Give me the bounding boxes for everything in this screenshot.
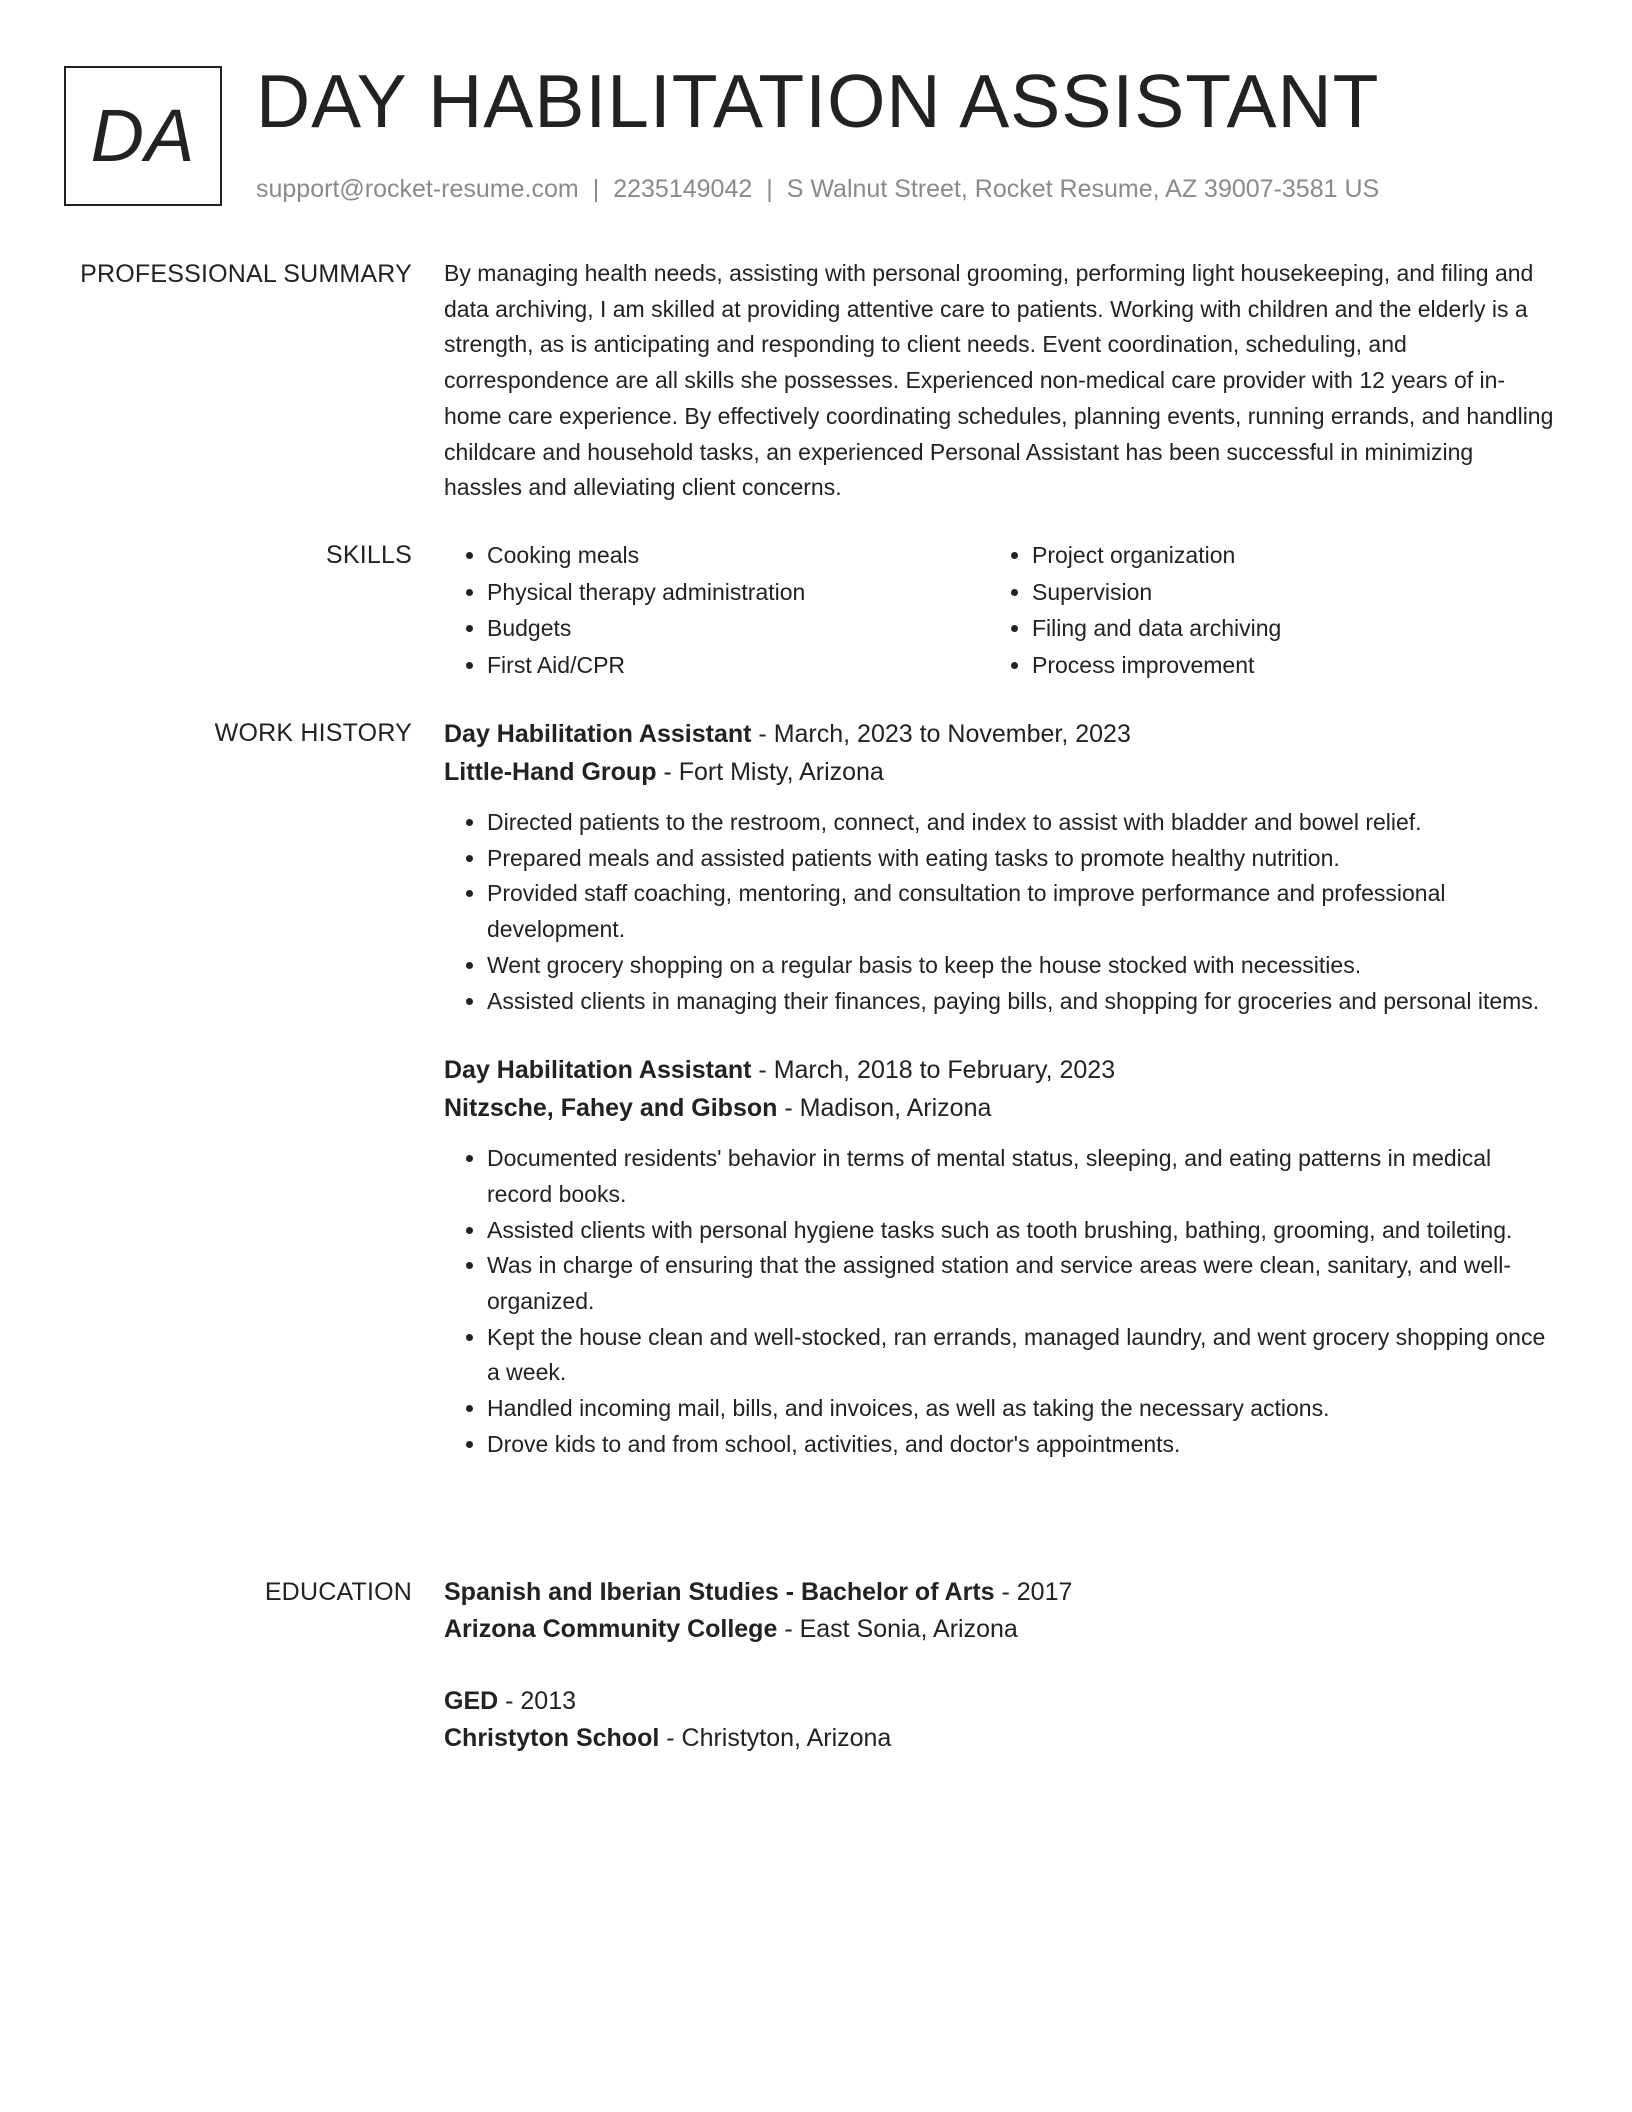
contact-phone: 2235149042 [613, 175, 753, 203]
summary-heading: PROFESSIONAL SUMMARY [80, 260, 412, 288]
job-title-line [444, 715, 1556, 753]
skill-item: • Project organization [1032, 537, 1534, 574]
education-degree-line [444, 1574, 1556, 1611]
skills-body [444, 537, 1556, 683]
job-entry [444, 715, 1556, 1019]
summary-body [444, 256, 1556, 506]
job-bullet: • Handled incoming mail, bills, and invoices, as well as taking the necessary actions. [487, 1391, 1556, 1427]
job-bullet: • Documented residents' behavior in terms of mental status, sleeping, and eating patterns in medical record books. [487, 1141, 1556, 1212]
contact-separator: | [766, 175, 773, 203]
job-company: Little-Hand Group [444, 758, 657, 786]
skill-item: • Filing and data archiving [1032, 610, 1534, 647]
education-degree: GED [444, 1687, 499, 1715]
job-entry [444, 1051, 1556, 1462]
contact-email: support@rocket-resume.com [256, 175, 579, 203]
job-location: - Madison, Arizona [777, 1094, 992, 1123]
work-history-body [444, 715, 1556, 1463]
job-title-line [444, 1051, 1556, 1089]
job-bullet: • Directed patients to the restroom, connect, and index to assist with bladder and bowel relief. [487, 805, 1556, 841]
education-location: - East Sonia, Arizona [777, 1615, 1018, 1643]
education-year: - 2013 [498, 1687, 577, 1715]
education-entry [444, 1683, 1556, 1757]
job-dates: - March, 2018 to February, 2023 [751, 1056, 1116, 1085]
job-bullet: • Prepared meals and assisted patients with eating tasks to promote healthy nutrition. [487, 841, 1556, 877]
job-company-line [444, 1089, 1556, 1127]
skill-item: • Budgets [487, 610, 989, 647]
skills-list-right [989, 537, 1534, 683]
education-body [444, 1574, 1556, 1757]
education-school: Arizona Community College [444, 1615, 778, 1643]
resume-name: DAY HABILITATION ASSISTANT [256, 59, 1380, 143]
skill-item: • Supervision [1032, 574, 1534, 611]
skills-grid [444, 537, 1556, 683]
job-bullet: • Assisted clients in managing their finances, paying bills, and shopping for groceries and personal items. [487, 984, 1556, 1020]
contact-line [256, 173, 1379, 205]
job-dates: - March, 2023 to November, 2023 [751, 720, 1131, 748]
work-history-heading: WORK HISTORY [214, 719, 412, 747]
skill-item: • Cooking meals [487, 537, 989, 574]
education-entry [444, 1574, 1556, 1648]
education-school-line [444, 1720, 1556, 1757]
job-bullet: • Kept the house clean and well-stocked, ran errands, managed laundry, and went grocery shopping once a week. [487, 1320, 1556, 1391]
education-school: Christyton School [444, 1724, 660, 1752]
job-bullet: • Went grocery shopping on a regular basis to keep the house stocked with necessities. [487, 948, 1556, 984]
monogram-initials: DA [90, 94, 196, 177]
contact-address: S Walnut Street, Rocket Resume, AZ 39007-3581 US [786, 175, 1380, 203]
job-company-line [444, 753, 1556, 791]
skills-heading: SKILLS [326, 541, 412, 569]
job-bullet: • Assisted clients with personal hygiene tasks such as tooth brushing, bathing, grooming, and toileting. [487, 1213, 1556, 1249]
job-company: Nitzsche, Fahey and Gibson [444, 1094, 778, 1123]
education-degree-line [444, 1683, 1556, 1720]
job-title: Day Habilitation Assistant [444, 1056, 752, 1085]
contact-separator: | [592, 175, 600, 203]
skill-item: • First Aid/CPR [487, 647, 989, 684]
job-location: - Fort Misty, Arizona [656, 758, 884, 786]
education-heading: EDUCATION [264, 1578, 412, 1606]
job-bullet: • Provided staff coaching, mentoring, and consultation to improve performance and professional development. [487, 876, 1556, 947]
skills-list-left [444, 537, 989, 683]
education-location: - Christyton, Arizona [659, 1724, 892, 1752]
job-bullet-list [444, 1141, 1556, 1462]
education-school-line [444, 1611, 1556, 1648]
job-bullet-list [444, 805, 1556, 1019]
education-year: - 2017 [994, 1578, 1073, 1606]
job-bullet: • Was in charge of ensuring that the assigned station and service areas were clean, sanitary, and well-organized. [487, 1248, 1556, 1319]
job-title: Day Habilitation Assistant [444, 720, 752, 748]
job-bullet: • Drove kids to and from school, activities, and doctor's appointments. [487, 1427, 1556, 1463]
summary-text: By managing health needs, assisting with personal grooming, performing light housekeeping, and filing and data archiving, I am skilled at providing attentive care to patients. Working with children and the elderly is a strength, as is anticipating and responding to client needs. Event coordination, scheduling, and correspondence are all skills she possesses. Experienced non-medical care provider with 12 years of in-home care experience. By effectively coordinating schedules, planning events, running errands, and handling childcare and household tasks, an experienced Personal Assistant has been successful in minimizing hassles and alleviating client concerns. [444, 260, 1554, 501]
education-degree: Spanish and Iberian Studies - Bachelor of Arts [444, 1578, 995, 1606]
skill-item: • Physical therapy administration [487, 574, 989, 611]
monogram-box [64, 66, 222, 206]
skill-item: • Process improvement [1032, 647, 1534, 684]
